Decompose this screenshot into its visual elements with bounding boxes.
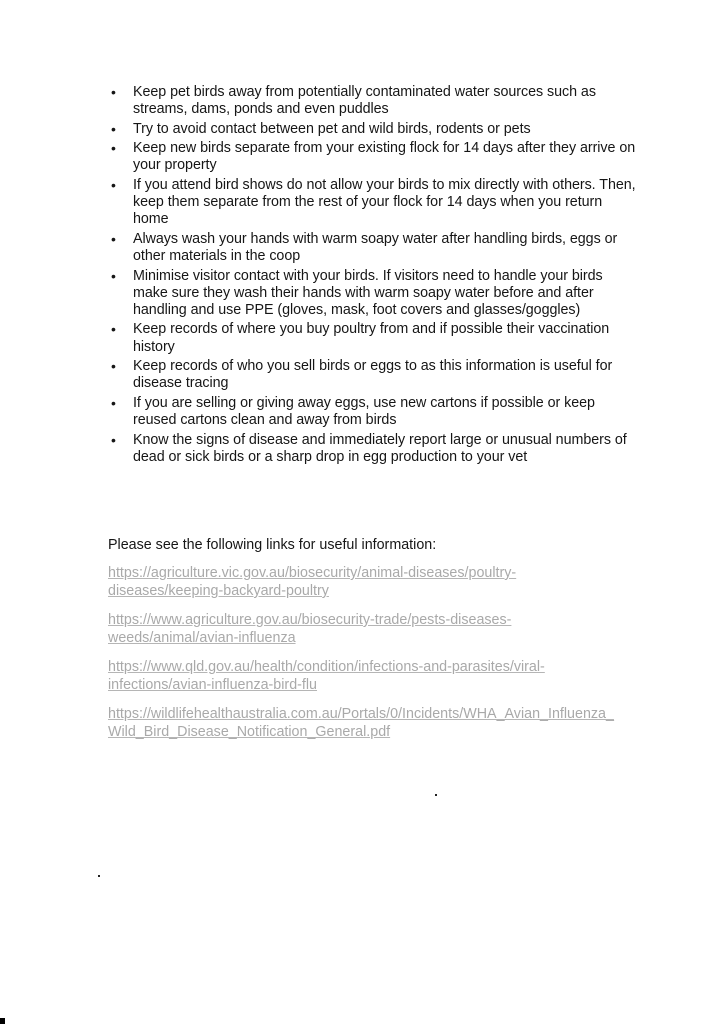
list-item (108, 268, 638, 320)
list-item-text: Minimise visitor contact with your birds. If visitors need to handle your birds make sure they wash their hands with warm soapy water before and after handling and use PPE (gloves, mask, foot covers and glasses/goggles) (133, 267, 603, 318)
bullet-icon: • (111, 321, 116, 338)
bullet-icon: • (111, 120, 116, 137)
link-agriculture-vic[interactable]: https://agriculture.vic.gov.au/biosecurity/animal-diseases/poultry- diseases/keeping-backyard-poultry (108, 565, 517, 599)
bullet-icon: • (111, 140, 116, 157)
scan-corner-mark (0, 1018, 5, 1024)
link-qld-gov[interactable]: https://www.qld.gov.au/health/condition/infections-and-parasites/viral- infections/avian-influenza-bird-flu (108, 659, 545, 693)
list-item-text: If you attend bird shows do not allow your birds to mix directly with others. Then, keep them separate from the rest of your flock for 14 days when you return home (133, 176, 636, 228)
links-intro: Please see the following links for useful information: (108, 537, 437, 553)
list-item-text: Keep new birds separate from your existing flock for 14 days after they arrive on your property (133, 140, 636, 174)
bullet-icon: • (111, 431, 116, 448)
bullet-icon: • (111, 394, 116, 411)
list-item-text: Try to avoid contact between pet and wild birds, rodents or pets (133, 120, 531, 137)
list-item (108, 395, 638, 429)
links-list (108, 564, 638, 752)
bullet-icon: • (111, 267, 116, 284)
list-item-text: Keep records of who you sell birds or eggs to as this information is useful for disease tracing (133, 358, 613, 392)
scan-speck (98, 875, 100, 877)
list-item-text: Keep records of where you buy poultry from and if possible their vaccination history (133, 321, 610, 355)
bullet-icon: • (111, 176, 116, 193)
list-item (108, 358, 638, 392)
biosecurity-tips-list (108, 84, 638, 468)
list-item-text: Keep pet birds away from potentially contaminated water sources such as streams, dams, ponds and even puddles (133, 84, 596, 118)
bullet-icon: • (111, 84, 116, 100)
list-item (108, 432, 638, 466)
list-item-text: If you are selling or giving away eggs, use new cartons if possible or keep reused cartons clean and away from birds (133, 394, 595, 429)
list-item (108, 121, 638, 138)
list-item (108, 321, 638, 355)
link-wildlife-health[interactable]: https://wildlifehealthaustralia.com.au/Portals/0/Incidents/WHA_Avian_Influenza_ Wild_Bird_Disease_Notification_General.pdf (108, 706, 614, 740)
link-agriculture-gov[interactable]: https://www.agriculture.gov.au/biosecurity-trade/pests-diseases- weeds/animal/avian-influenza (108, 612, 512, 646)
list-item (108, 140, 638, 174)
list-item (108, 231, 638, 265)
bullet-icon: • (111, 230, 116, 247)
list-item (108, 177, 638, 229)
bullet-icon: • (111, 358, 116, 375)
list-item-text: Know the signs of disease and immediately report large or unusual numbers of dead or sick birds or a sharp drop in egg production to your vet (133, 431, 627, 465)
list-item-text: Always wash your hands with warm soapy water after handling birds, eggs or other materials in the coop (133, 230, 618, 265)
list-item (108, 84, 638, 118)
scan-speck (435, 794, 437, 796)
